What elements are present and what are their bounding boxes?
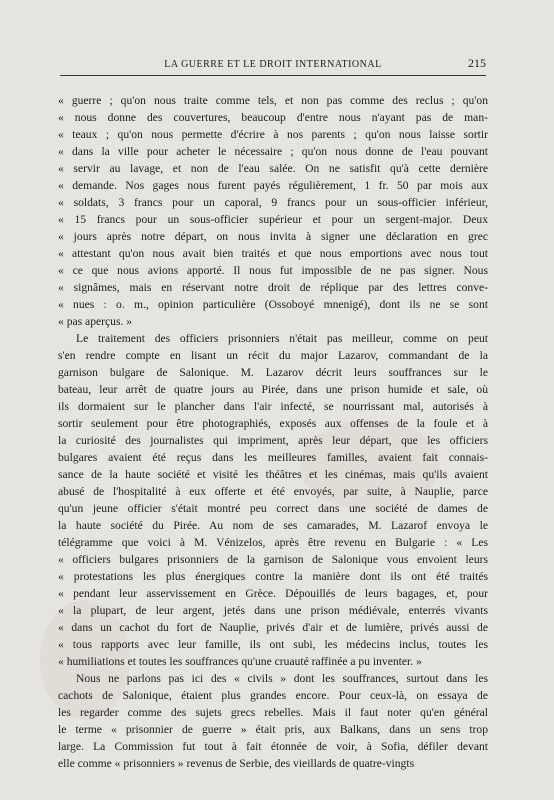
text-line: Le traitement des officiers prisonniers n'était pas meilleur, comme on peut	[76, 332, 488, 345]
page-number: 215	[468, 56, 486, 70]
paragraph	[58, 670, 488, 772]
text-line: garnison bulgare de Salonique. M. Lazarov décrit leurs souffrances sur le	[58, 366, 488, 379]
running-title: LA GUERRE ET LE DROIT INTERNATIONAL	[164, 59, 382, 70]
text-line: sance de la haute société et visité les théâtres et les cinémas, mais qu'ils avaient	[58, 468, 488, 481]
text-line: « servir au lavage, et non de l'eau salée. On ne satisfit qu'à cette dernière	[58, 162, 488, 175]
text-line: « dans la ville pour acheter le nécessaire ; qu'on nous donne de l'eau pouvant	[58, 145, 488, 158]
paragraph	[58, 92, 488, 330]
text-line: « la plupart, de leur argent, jetés dans une prison médiévale, enterrés vivants	[58, 604, 488, 617]
text-line: cachots de Salonique, étaient plus grandes encore. Pour ceux-là, on essaya de	[58, 689, 488, 702]
text-line: « nous donne des couvertures, beaucoup d'entre nous n'ayant pas de man-	[58, 111, 488, 124]
text-line: « dans un cachot du fort de Nauplie, privés d'air et de lumière, privés aussi de	[58, 621, 488, 634]
text-line: ils dormaient sur le plancher dans l'air infecté, se nourrissant mal, autorisés à	[58, 400, 488, 413]
text-line: « protestations les plus énergiques contre la manière dont ils ont été traités	[58, 570, 488, 583]
text-line: « attestant qu'on nous avait bien traités et que nous emportions avec nous tout	[58, 247, 488, 260]
text-line: « ce que nous avions apporté. Il nous fut impossible de ne pas signer. Nous	[58, 264, 488, 277]
text-line: « officiers bulgares prisonniers de la garnison de Salonique vous envoient leurs	[58, 553, 488, 566]
text-line: « teaux ; qu'on nous permette d'écrire à nos parents ; qu'on nous laisse sortir	[58, 128, 488, 141]
paragraph	[58, 330, 488, 670]
text-line: le terme « prisonnier de guerre » était pris, aux Balkans, dans un sens trop	[58, 723, 488, 736]
text-line: bateau, leur arrêt de quatre jours au Pirée, dans une prison humide et sale, où	[58, 383, 488, 396]
text-line: qu'un jeune officier s'était montré peu correct dans une société de dames de	[58, 502, 488, 515]
text-line: abusé de l'hospitalité à eux offerte et été envoyés, par suite, à Nauplie, parce	[58, 485, 488, 498]
text-line: « 15 francs pour un sous-officier supérieur et pour un sergent-major. Deux	[58, 213, 488, 226]
text-line: la haute société du Pirée. Au nom de ses camarades, M. Lazarof envoya le	[58, 519, 488, 532]
text-line: « pas aperçus. »	[58, 315, 133, 328]
body-text	[58, 92, 488, 772]
text-line: « guerre ; qu'on nous traite comme tels, et non pas comme des reclus ; qu'on	[58, 94, 488, 107]
text-line: Nous ne parlons pas ici des « civils » dont les souffrances, surtout dans les	[76, 672, 488, 685]
text-line: « nues : o. m., opinion particulière (Ossoboyé mnenigé), dont ils ne se sont	[58, 298, 488, 311]
text-line: « soldats, 3 francs pour un caporal, 9 francs pour un sous-officier inférieur,	[58, 196, 488, 209]
text-line: « signâmes, mais en réservant notre droit de réplique par des lettres conve-	[58, 281, 488, 294]
text-line: large. La Commission fut tout à fait étonnée de voir, à Sofia, défiler devant	[58, 740, 488, 753]
text-line: « jours après notre départ, on nous invita à signer une déclaration en grec	[58, 230, 488, 243]
running-header	[60, 55, 486, 76]
text-line: « humiliations et toutes les souffrances qu'une cruauté raffinée a pu inventer. »	[58, 655, 422, 668]
text-line: bulgares avaient été reçus dans les meilleures familles, avaient fait connais-	[58, 451, 488, 464]
text-line: télégramme que voici à M. Vénizelos, après être revenu en Bulgarie : « Les	[58, 536, 488, 549]
text-line: « demande. Nos gages nous furent payés régulièrement, 1 fr. 50 par mois aux	[58, 179, 488, 192]
text-line: s'en rendre compte en lisant un récit du major Lazarov, commandant de la	[58, 349, 488, 362]
text-line: « tous rapports avec leur famille, ils ont subi, les médecins inclus, toutes les	[58, 638, 488, 651]
text-line: elle comme « prisonniers » revenus de Serbie, des vieillards de quatre-vingts	[58, 757, 415, 770]
text-line: les regarder comme des sujets grecs rebelles. Mais il faut noter qu'en général	[58, 706, 488, 719]
text-line: « pendant leur asservissement en Grèce. Dépouillés de leurs bagages, et, pour	[58, 587, 488, 600]
text-line: sortir seulement pour être photographiés, exposés aux offenses de la foule et à	[58, 417, 488, 430]
text-line: la curiosité des journalistes qui impriment, après leur départ, que les officiers	[58, 434, 488, 447]
